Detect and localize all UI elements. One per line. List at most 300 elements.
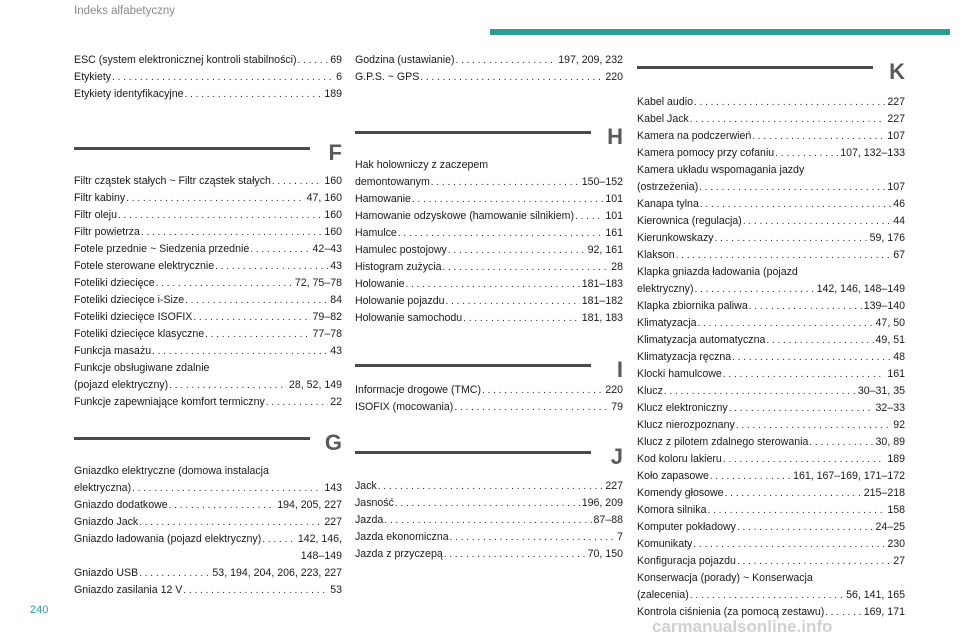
dot-leader [266,394,328,411]
entry-term: Gniazdo zasilania 12 V [74,584,183,596]
entry-term: Klocki hamulcowe [637,368,722,380]
dot-leader [695,281,815,298]
entry-pages: 230 [887,538,905,550]
index-entry [74,326,342,343]
entry-line [74,241,342,258]
entry-line [637,485,905,502]
entry-pages: 107, 132–133 [840,147,905,159]
entry-pages: 28 [611,261,623,273]
entry-term: ISOFIX (mocowania) [355,401,454,413]
index-entry [74,582,342,599]
entry-term: Klakson [637,249,675,261]
index-entry [74,565,342,582]
dot-leader [139,514,322,531]
entry-pages: 30, 89 [875,436,905,448]
entry-pages: 46 [893,198,905,210]
entry-pages: 22 [330,396,342,408]
index-entry [637,519,905,536]
index-entry [355,310,623,327]
entry-line [74,394,342,411]
dot-leader [737,519,874,536]
index-entry [637,349,905,366]
index-entry [637,366,905,383]
entry-line [637,400,905,417]
entry-line [74,207,342,224]
entry-term: Funkcja masażu [74,345,152,357]
entry-term: Klapka zbiornika paliwa [637,300,748,312]
entry-term: Klucz elektroniczny [637,402,728,414]
entry-pages: 24–25 [875,521,905,533]
index-entry [637,247,905,264]
entry-term: Histogram zużycia [355,261,442,273]
entry-pages: 139–140 [863,300,905,312]
dot-leader [112,69,334,86]
dot-leader [463,310,580,327]
entry-term: Filtr kabiny [74,192,126,204]
index-entry [637,128,905,145]
index-entry [637,434,905,451]
entry-pages-continued: 148–149 [300,550,342,562]
dot-leader [456,52,557,69]
entry-pages: 47, 50 [875,317,905,329]
entry-line [74,514,342,531]
entry-term: Godzina (ustawianie) [355,54,455,66]
index-entry [637,536,905,553]
dot-leader [448,242,586,259]
entry-line [637,128,905,145]
entry-pages: 143 [324,482,342,494]
entry-line [637,196,905,213]
dot-leader [132,480,322,497]
entry-line [355,208,623,225]
entry-line [637,366,905,383]
entry-term: Jasność [355,497,394,509]
entry-pages: 160 [324,175,342,187]
dot-leader [431,174,580,191]
index-entry [355,529,623,546]
index-entry [637,383,905,400]
index-entry [637,145,905,162]
index-entry [355,259,623,276]
entry-pages: 160 [324,209,342,221]
entry-term: Gniazdo ładowania (pojazd elektryczny) [74,533,262,545]
entry-pages: 56, 141, 165 [846,589,905,601]
dot-leader [809,434,873,451]
entry-line [637,587,905,604]
entry-pages: 107 [887,181,905,193]
entry-term: Gniazdo Jack [74,516,139,528]
index-entry [74,190,342,207]
watermark: carmanualsonline.info [652,617,833,636]
entry-term: (pojazd elektryczny) [74,379,169,391]
entry-term: Klimatyzacja [637,317,697,329]
entry-term: Gniazdo USB [74,567,139,579]
entry-line [74,497,342,514]
entry-term: Filtr oleju [74,209,117,221]
index-entry [637,315,905,332]
entry-term: Komunikaty [637,538,693,550]
dot-leader [725,485,862,502]
dot-leader [743,213,891,230]
dot-leader [694,94,885,111]
index-entry [637,451,905,468]
index-entry [355,69,623,86]
entry-term: Holowanie [355,278,405,290]
entry-line [637,145,905,162]
dot-leader [169,497,276,514]
entry-term: Kamera na podczerwień [637,130,752,142]
entry-pages: 194, 205, 227 [277,499,342,511]
entry-term: elektryczny) [637,283,694,295]
entry-line [74,86,342,103]
entry-term: Hamulce [355,227,397,239]
dot-leader [272,173,322,190]
entry-term: Jazda z przyczepą [355,548,443,560]
entry-line [637,502,905,519]
entry-term: Kanapa tylna [637,198,699,210]
dot-leader [450,529,615,546]
entry-term: Filtr cząstek stałych ~ Filtr cząstek stałych [74,175,271,187]
dot-leader [690,587,844,604]
entry-pages: 32–33 [875,402,905,414]
entry-line [355,174,623,191]
entry-line [355,191,623,208]
entry-line [355,225,623,242]
index-entry [74,207,342,224]
entry-term: Komora silnika [637,504,707,516]
entry-line [74,190,342,207]
section-divider [355,131,591,134]
entry-pages: 70, 150 [587,548,623,560]
entry-pages: 87–88 [593,514,623,526]
entry-pages: 158 [887,504,905,516]
index-entry [637,230,905,247]
entry-line [637,349,905,366]
entry-pages: 59, 176 [869,232,905,244]
dot-leader [183,582,328,599]
dot-leader [139,565,210,582]
entry-pages: 220 [605,71,623,83]
dot-leader [732,349,891,366]
entry-pages: 142, 146, 148–149 [816,283,905,295]
dot-leader [152,343,328,360]
dot-leader [723,366,886,383]
entry-term: Foteliki dziecięce klasyczne [74,328,205,340]
entry-term: Etykiety [74,71,112,83]
entry-pages: 72, 75–78 [294,277,342,289]
entry-line [355,546,623,563]
dot-leader [378,478,604,495]
entry-term: (zalecenia) [637,589,689,601]
dot-leader [193,309,310,326]
entry-line [637,468,905,485]
dot-leader [250,241,310,258]
entry-term: Hak holowniczy z zaczepem [355,159,489,171]
section-divider [637,66,873,69]
entry-pages: 161 [605,227,623,239]
index-entry [74,394,342,411]
dot-leader [443,259,610,276]
entry-pages: 189 [887,453,905,465]
entry-pages: 43 [330,345,342,357]
entry-pages: 220 [605,384,623,396]
entry-line [637,536,905,553]
entry-pages: 48 [893,351,905,363]
header-title: Indeks alfabetyczny [74,5,176,17]
entry-line [74,52,342,69]
section-divider [355,451,591,454]
index-entry [74,309,342,326]
index-entry [74,86,342,103]
index-entry [355,208,623,225]
entry-pages: 101 [605,210,623,222]
index-entry [74,173,342,190]
index-entry [74,343,342,360]
index-entry [637,485,905,502]
entry-term: Kod koloru lakieru [637,453,722,465]
entry-pages: 227 [887,96,905,108]
dot-leader [749,298,862,315]
entry-line [355,276,623,293]
entry-term: Klimatyzacja ręczna [637,351,732,363]
entry-pages: 43 [330,260,342,272]
index-entry [74,514,342,531]
entry-term: Gniazdko elektryczne (domowa instalacja [74,465,269,477]
index-entry [74,531,342,565]
index-entry [74,360,342,394]
index-entry [637,111,905,128]
dot-leader [444,546,586,563]
entry-term: Konserwacja (porady) ~ Konserwacja [637,572,813,584]
dot-leader [700,196,891,213]
entry-line [74,173,342,190]
index-entry [355,191,623,208]
entry-term: Foteliki dziecięce ISOFIX [74,311,193,323]
entry-term: Fotele sterowane elektrycznie [74,260,215,272]
dot-leader [715,230,868,247]
entry-pages: 7 [617,531,623,543]
entry-term: Hamowanie odzyskowe (hamowanie silnikiem) [355,210,575,222]
entry-pages: 227 [605,480,623,492]
entry-pages: 84 [330,294,342,306]
entry-pages: 215–218 [863,487,905,499]
entry-pages: 53 [330,584,342,596]
index-entry [74,69,342,86]
entry-line [355,382,623,399]
index-entry [74,497,342,514]
dot-leader [395,495,580,512]
dot-leader [693,536,885,553]
index-entry [637,570,905,604]
entry-pages: 92 [893,419,905,431]
entry-pages: 28, 52, 149 [288,379,342,391]
entry-line [637,519,905,536]
dot-leader [126,190,304,207]
section-letter: G [324,430,342,455]
entry-line [355,259,623,276]
entry-term: Komendy głosowe [637,487,724,499]
index-entry [355,157,623,191]
entry-term: Klimatyzacja automatyczna [637,334,766,346]
dot-leader [156,275,293,292]
entry-pages: 42–43 [312,243,342,255]
entry-line [355,242,623,259]
dot-leader [412,191,603,208]
entry-pages: 181–182 [581,295,623,307]
entry-line [74,565,342,582]
dot-leader [205,326,310,343]
index-entry [637,162,905,196]
dot-leader [710,468,791,485]
entry-pages: 181, 183 [581,312,623,324]
section-letter: H [607,124,623,149]
entry-line [637,417,905,434]
entry-pages: 77–78 [312,328,342,340]
entry-line [74,377,342,394]
entry-line [74,69,342,86]
dot-leader [298,52,329,69]
entry-term: elektryczna) [74,482,132,494]
dot-leader [398,225,604,242]
index-entry [637,94,905,111]
entry-line [637,281,905,298]
entry-line [637,298,905,315]
entry-term: Fotele przednie ~ Siedzenia przednie [74,243,250,255]
dot-leader [185,292,328,309]
dot-leader [118,207,322,224]
index-entry [637,332,905,349]
entry-term: Funkcje zapewniające komfort termiczny [74,396,265,408]
entry-line [637,230,905,247]
entry-pages: 150–152 [581,176,623,188]
entry-term: Foteliki dziecięce i-Size [74,294,185,306]
index-entry [637,417,905,434]
entry-line [74,292,342,309]
dot-leader [185,86,323,103]
index-entry [637,264,905,298]
entry-line [355,69,623,86]
dot-leader [766,332,873,349]
dot-leader [676,247,892,264]
entry-line [637,111,905,128]
entry-pages: 196, 209 [581,497,623,509]
dot-leader [420,69,603,86]
index-entry [637,468,905,485]
page-number: 240 [30,604,49,616]
entry-term: Klapka gniazda ładowania (pojazd [637,266,798,278]
dot-leader [775,145,838,162]
dot-leader [664,383,856,400]
entry-pages: 79 [611,401,623,413]
index-entry [74,258,342,275]
dot-leader [215,258,328,275]
entry-pages: 79–82 [312,311,342,323]
entry-term: Kierunkowskazy [637,232,714,244]
index-entry [74,52,342,69]
entry-term: Hamulec postojowy [355,244,447,256]
entry-pages: 227 [324,516,342,528]
index-entry [355,399,623,416]
entry-pages: 142, 146, [297,533,342,545]
dot-leader [690,111,885,128]
section-divider [74,147,310,150]
entry-pages: 181–183 [581,278,623,290]
entry-line [74,343,342,360]
entry-line [74,275,342,292]
entry-term: ESC (system elektronicznej kontroli stabilności) [74,54,297,66]
entry-pages: 92, 161 [587,244,623,256]
index-entry [637,400,905,417]
entry-line [74,480,342,497]
entry-term: Informacje drogowe (TMC) [355,384,481,396]
entry-line [74,326,342,343]
dot-leader [707,502,885,519]
entry-line [355,52,623,69]
index-entry [355,495,623,512]
entry-line [637,451,905,468]
dot-leader [169,377,287,394]
section-letter: I [616,357,623,382]
index-entry [355,242,623,259]
dot-leader [454,399,609,416]
index-entry [637,502,905,519]
index-entry [637,553,905,570]
entry-pages: 49, 51 [875,334,905,346]
dot-leader [482,382,603,399]
index-entry [355,276,623,293]
index-entry [355,52,623,69]
entry-term: Kamera układu wspomagania jazdy [637,164,805,176]
entry-term: Gniazdo dodatkowe [74,499,168,511]
entry-pages: 44 [893,215,905,227]
dot-leader [575,208,603,225]
entry-line [74,309,342,326]
entry-line [74,531,342,548]
entry-pages: 107 [887,130,905,142]
entry-term: Komputer pokładowy [637,521,736,533]
entry-term: Filtr powietrza [74,226,140,238]
entry-term: Funkcje obsługiwane zdalnie [74,362,210,374]
entry-term: Jazda ekonomiczna [355,531,449,543]
entry-term: Holowanie pojazdu [355,295,445,307]
entry-line [74,258,342,275]
entry-pages: 30–31, 35 [857,385,905,397]
entry-line [637,553,905,570]
entry-line [355,399,623,416]
dot-leader [699,179,885,196]
entry-term: demontowanym [355,176,430,188]
index-entry [637,298,905,315]
entry-term: Kamera pomocy przy cofaniu [637,147,775,159]
dot-leader [262,531,296,548]
entry-pages: 6 [336,71,342,83]
dot-leader [446,293,580,310]
entry-line [637,434,905,451]
index-entry [355,225,623,242]
section-letter: J [610,444,623,469]
entry-pages: 227 [887,113,905,125]
index-entry [355,512,623,529]
entry-term: Kontrola ciśnienia (za pomocą zestawu) [637,606,825,618]
dot-leader [405,276,579,293]
entry-pages: 101 [605,193,623,205]
entry-line [637,383,905,400]
section-divider [355,364,591,367]
entry-pages: 189 [324,88,342,100]
entry-term: Jazda [355,514,384,526]
index-entry [74,275,342,292]
dot-leader [697,315,873,332]
